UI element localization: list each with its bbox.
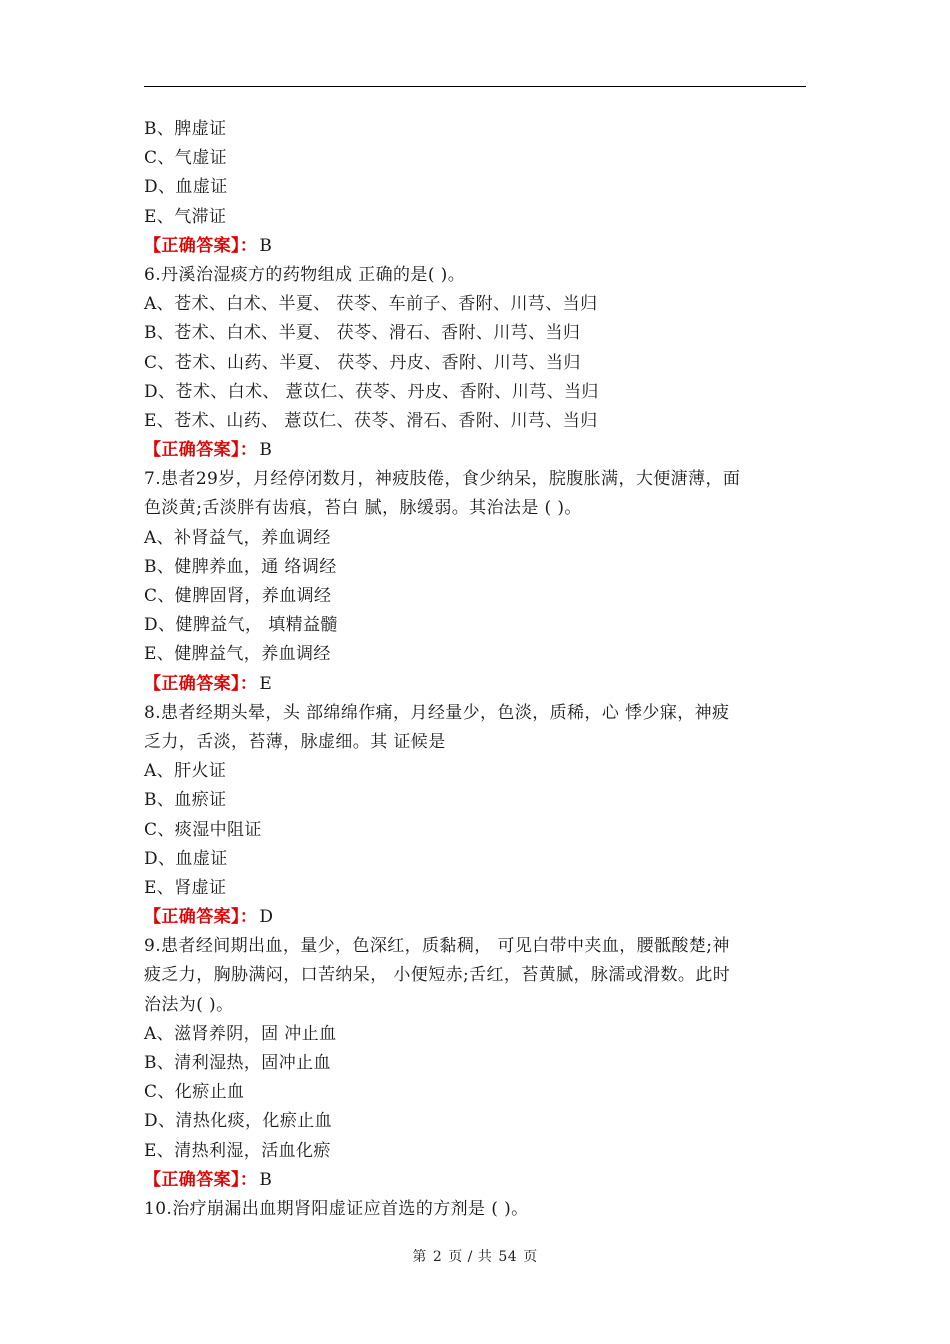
- option: B、苍术、白术、半夏、 茯苓、滑石、香附、川芎、当归: [144, 323, 581, 344]
- answer-line: [144, 903, 806, 932]
- option: D、健脾益气， 填精益髓: [144, 615, 338, 636]
- question-stem: 6.丹溪治湿痰方的药物组成 正确的是( )。: [144, 264, 466, 285]
- document-body: [144, 115, 806, 1224]
- page-footer: [0, 1246, 950, 1266]
- option: D、血虚证: [144, 177, 228, 198]
- question-5: [144, 115, 806, 261]
- answer-value: E: [259, 673, 273, 694]
- option: C、气虚证: [144, 148, 228, 169]
- question-6: [144, 261, 806, 465]
- footer-total-pages: 54: [498, 1249, 518, 1265]
- footer-prefix: 第: [412, 1249, 427, 1265]
- footer-suffix: 页: [523, 1249, 538, 1265]
- option: D、苍术、白术、 薏苡仁、茯苓、丹皮、香附、川芎、当归: [144, 381, 599, 402]
- option: C、健脾固肾，养血调经: [144, 586, 332, 606]
- answer-value: B: [259, 1169, 273, 1190]
- option: C、化瘀止血: [144, 1082, 245, 1103]
- question-stem: 治法为( )。: [144, 994, 234, 1015]
- option: A、滋肾养阴，固 冲止血: [144, 1023, 337, 1044]
- footer-page-number: 2: [432, 1249, 443, 1265]
- answer-line: [144, 232, 806, 261]
- option: D、清热化痰，化瘀止血: [144, 1111, 333, 1132]
- option: A、肝火证: [144, 761, 227, 782]
- question-stem: 7.患者29岁，月经停闭数月，神疲肢倦，食少纳呆，脘腹胀满，大便溏薄，面: [144, 469, 741, 490]
- answer-line: [144, 1166, 806, 1195]
- option: C、痰湿中阻证: [144, 819, 262, 840]
- footer-mid: 页 / 共: [448, 1249, 493, 1265]
- question-stem: 疲乏力，胸胁满闷，口苦纳呆， 小便短赤;舌红，苔黄腻，脉濡或滑数。此时: [144, 965, 731, 986]
- answer-label: 【正确答案】：: [144, 1169, 258, 1190]
- option: E、肾虚证: [144, 877, 227, 898]
- option: E、清热利湿，活血化瘀: [144, 1140, 331, 1161]
- answer-value: D: [259, 907, 274, 928]
- question-stem: 9.患者经间期出血，量少，色深红，质黏稠， 可见白带中夹血，腰骶酸楚;神: [144, 936, 730, 957]
- option: E、气滞证: [144, 206, 227, 227]
- answer-label: 【正确答案】：: [144, 235, 258, 256]
- question-stem: 10.治疗崩漏出血期肾阳虚证应首选的方剂是 ( )。: [144, 1198, 529, 1219]
- question-stem: 乏力，舌淡，苔薄，脉虚细。其 证候是: [144, 731, 446, 752]
- answer-value: B: [259, 440, 273, 461]
- option: E、苍术、山药、 薏苡仁、茯苓、滑石、香附、川芎、当归: [144, 410, 598, 431]
- option: B、健脾养血，通 络调经: [144, 556, 337, 577]
- answer-label: 【正确答案】：: [144, 440, 258, 461]
- option: B、清利湿热，固冲止血: [144, 1053, 331, 1073]
- answer-line: [144, 670, 806, 699]
- question-7: [144, 465, 806, 699]
- option: D、血虚证: [144, 848, 228, 869]
- answer-value: B: [259, 235, 273, 256]
- header-rule: [144, 86, 806, 87]
- question-stem: 8.患者经期头晕，头 部绵绵作痛，月经量少，色淡，质稀，心 悸少寐，神疲: [144, 702, 730, 723]
- answer-label: 【正确答案】：: [144, 907, 258, 928]
- option: E、健脾益气，养血调经: [144, 644, 331, 665]
- question-10: [144, 1195, 806, 1224]
- question-9: [144, 932, 806, 1195]
- answer-line: [144, 436, 806, 465]
- option: B、血瘀证: [144, 790, 227, 811]
- option: B、脾虚证: [144, 119, 227, 139]
- answer-label: 【正确答案】：: [144, 673, 258, 694]
- question-8: [144, 699, 806, 933]
- option: A、补肾益气，养血调经: [144, 527, 331, 548]
- option: C、苍术、山药、半夏、 茯苓、丹皮、香附、川芎、当归: [144, 352, 581, 373]
- option: A、苍术、白术、半夏、 茯苓、车前子、香附、川芎、当归: [144, 294, 598, 315]
- question-stem: 色淡黄;舌淡胖有齿痕，苔白 腻，脉缓弱。其治法是 ( )。: [144, 498, 582, 519]
